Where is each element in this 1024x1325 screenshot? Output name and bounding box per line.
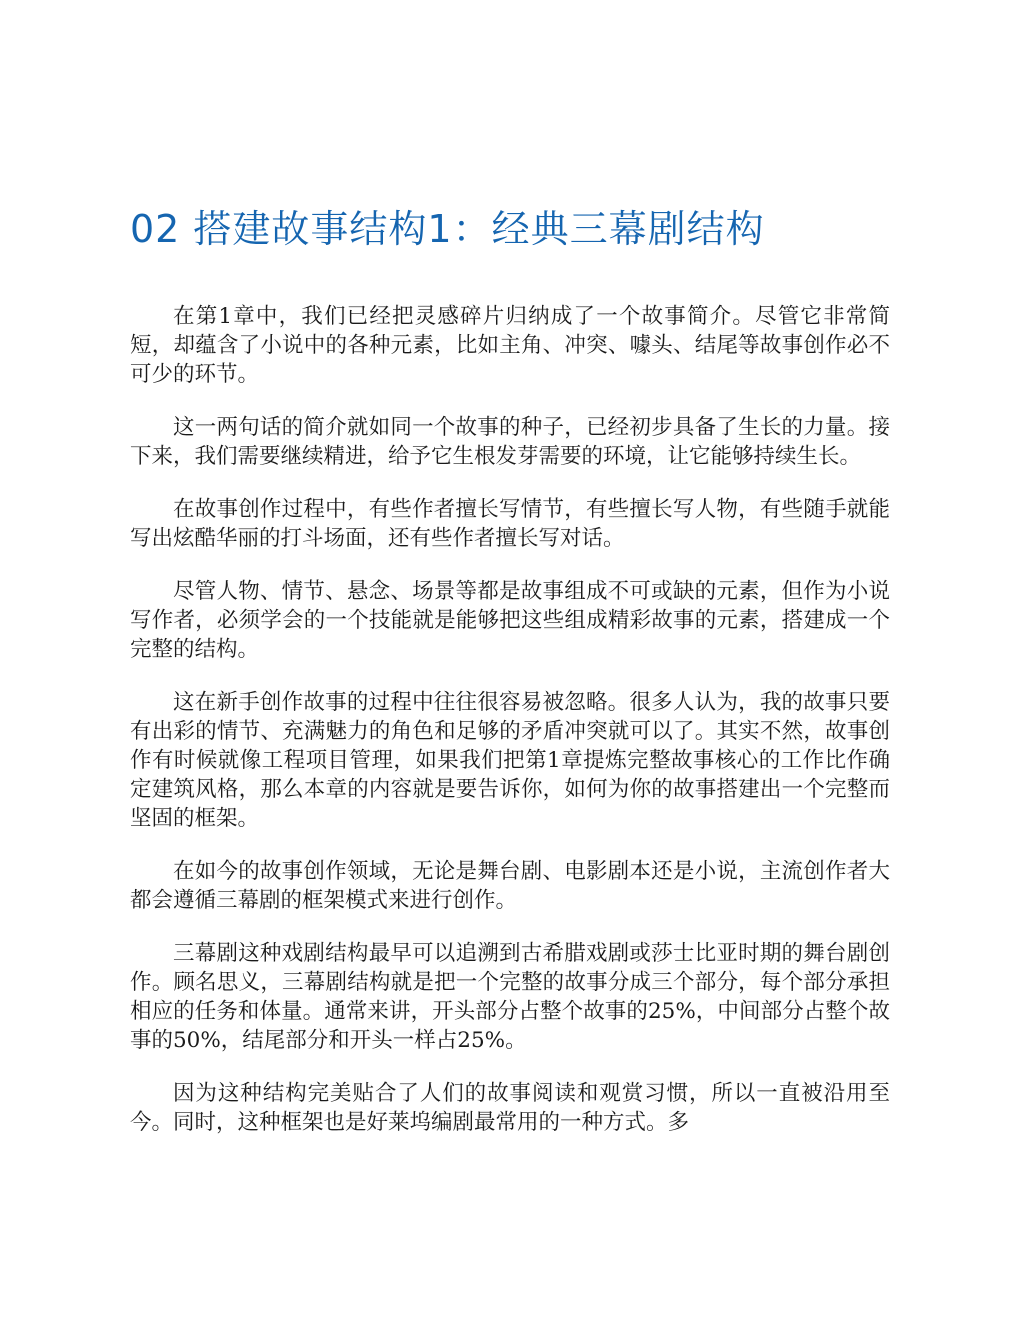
chapter-title: 02 搭建故事结构1：经典三幕剧结构	[130, 207, 765, 251]
paragraph-3: 在故事创作过程中，有些作者擅长写情节，有些擅长写人物，有些随手就能写出炫酷华丽的打斗场面，还有些作者擅长写对话。	[130, 497, 890, 551]
paragraph-5: 这在新手创作故事的过程中往往很容易被忽略。很多人认为，我的故事只要有出彩的情节、充满魅力的角色和足够的矛盾冲突就可以了。其实不然，故事创作有时候就像工程项目管理，如果我们把第1章提炼完整故事核心的工作比作确定建筑风格，那么本章的内容就是要告诉你，如何为你的故事搭建出一个完整而坚固的框架。	[130, 690, 890, 831]
paragraph-2: 这一两句话的简介就如同一个故事的种子，已经初步具备了生长的力量。接下来，我们需要继续精进，给予它生根发芽需要的环境，让它能够持续生长。	[130, 415, 890, 469]
paragraph-4: 尽管人物、情节、悬念、场景等都是故事组成不可或缺的元素，但作为小说写作者，必须学会的一个技能就是能够把这些组成精彩故事的元素，搭建成一个完整的结构。	[130, 579, 890, 662]
body-text	[130, 302, 890, 1161]
paragraph-7: 三幕剧这种戏剧结构最早可以追溯到古希腊戏剧或莎士比亚时期的舞台剧创作。顾名思义，三幕剧结构就是把一个完整的故事分成三个部分，每个部分承担相应的任务和体量。通常来讲，开头部分占整个故事的25%，中间部分占整个故事的50%，结尾部分和开头一样占25%。	[130, 941, 890, 1053]
paragraph-6: 在如今的故事创作领域，无论是舞台剧、电影剧本还是小说，主流创作者大都会遵循三幕剧的框架模式来进行创作。	[130, 859, 890, 913]
paragraph-8: 因为这种结构完美贴合了人们的故事阅读和观赏习惯，所以一直被沿用至今。同时，这种框架也是好莱坞编剧最常用的一种方式。多	[130, 1081, 890, 1135]
paragraph-1: 在第1章中，我们已经把灵感碎片归纳成了一个故事简介。尽管它非常简短，却蕴含了小说中的各种元素，比如主角、冲突、噱头、结尾等故事创作必不可少的环节。	[130, 304, 890, 387]
